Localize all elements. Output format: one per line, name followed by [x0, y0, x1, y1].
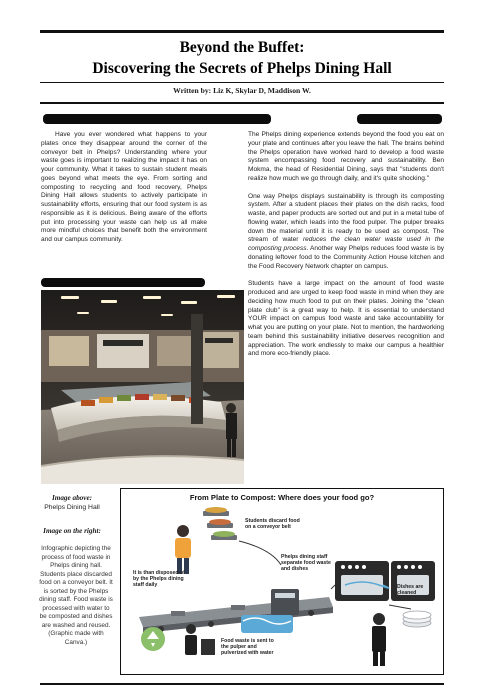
clean-dishes-icon [403, 611, 431, 627]
paragraph-1: The Phelps dining experience extends beyond the food you eat on your plate and continues after you leave the hall. The brains behind the Phelps operation have worked hard to develop a food waste system encompassing food recovery and sustainability. Ben Mokma, the head of Residential Dining, says that "students don't realize how much we go through daily, and it's quite shocking." [248, 131, 444, 182]
infographic [120, 488, 444, 675]
caption-right-heading: Image on the right: [43, 527, 101, 535]
caption-above-text: Phelps Dining Hall [44, 504, 100, 511]
paragraph-3: Students have a large impact on the amount of food waste produced and are urged to keep food waste in mind when they are deciding how much food to put on their plates. Joining the "clean plate club" is a great way to help. It is essential to understand YOUR impact on campus food waste and take accountability for what you are putting on your plate. Not to mention, the hardworking team behind this sustainability initiative deserves recognition and appreciation. The work endlessly to make our campus a healthier and more eco-friendly place. [248, 280, 444, 358]
paragraph-2 [248, 193, 444, 272]
intro-paragraph-block [41, 131, 207, 245]
section-bar-photo [41, 278, 205, 287]
infographic-title: From Plate to Compost: Where does your food go? [189, 493, 375, 502]
paragraph-2-emphasis: reduces the clean water waste used in the composting process [248, 236, 444, 252]
caption-above-heading: Image above: [51, 494, 93, 502]
article-title-line1: Beyond the Buffet: [179, 39, 305, 56]
label-disposed: It is than disposed of by the Phelps dining staff daily [133, 570, 185, 588]
compost-icon [141, 627, 165, 651]
right-column [248, 131, 444, 368]
intro-paragraph: Have you ever wondered what happens to your plates once they disappear around the corner of the conveyor belt in Phelps? Understanding where your waste goes is important to realizing the impact it has on your community. What it takes to sustain student meals goes beyond what meets the eye. From sorting and composting to recycling and food recovery, Phelps Dining Hall allows students to actively participate in sustainability efforts, ensuring that our food system is as responsible as it is delicious. Being aware of the efforts put into processing your waste can help us all make more mindful choices that benefit both the environment and our campus community. [41, 131, 207, 243]
article-title-line2: Discovering the Secrets of Phelps Dining Hall [92, 60, 392, 77]
staff-person-right-icon [372, 613, 386, 666]
paragraph-2-start: One way Phelps displays sustainability is through its composting system. After a student places their plates on the dish racks, food waste, and paper products are sorted out and put in a metal tube of flowing water, which leads into the food pulper. The pulper breaks down the material until it is ready to be used as compost. The stream of water [248, 192, 444, 244]
byline-rule [40, 102, 444, 104]
top-rule [40, 30, 444, 33]
title-rule [40, 82, 444, 83]
tray-stack-icon [203, 507, 237, 540]
label-cleaned: Dishes are cleaned [397, 584, 424, 596]
section-bar-right [357, 114, 442, 124]
dining-hall-photo [41, 290, 244, 484]
label-staff: Phelps dining staff separate food waste and dishes [281, 554, 331, 572]
label-students: Students discard food on a conveyor belt [245, 518, 300, 530]
staff-person-icon [185, 624, 215, 655]
label-pulper: Food waste is sent to the pulper and pulverized with water [221, 638, 274, 656]
byline: Written by: Liz K, Skylar D, Maddison W. [173, 86, 311, 95]
conveyor-belt-icon [139, 597, 333, 633]
bottom-rule [40, 683, 444, 685]
student-icon [175, 525, 191, 574]
paragraph-2-end: . Another way Phelps reduces food waste is by donating leftover food to the Community Action House kitchen and the Food Recovery Network chapter on campus. [248, 245, 444, 270]
section-bar-left [43, 114, 271, 124]
caption-right-text: Infographic depicting the process of food waste in Phelps dining hall. Students place discarded food on a conveyor belt. It is sorted by the Phelps dining staff. Food waste is processed with water to be composted and dishes are washed and reused. (Graphic made with Canva.) [39, 545, 113, 646]
